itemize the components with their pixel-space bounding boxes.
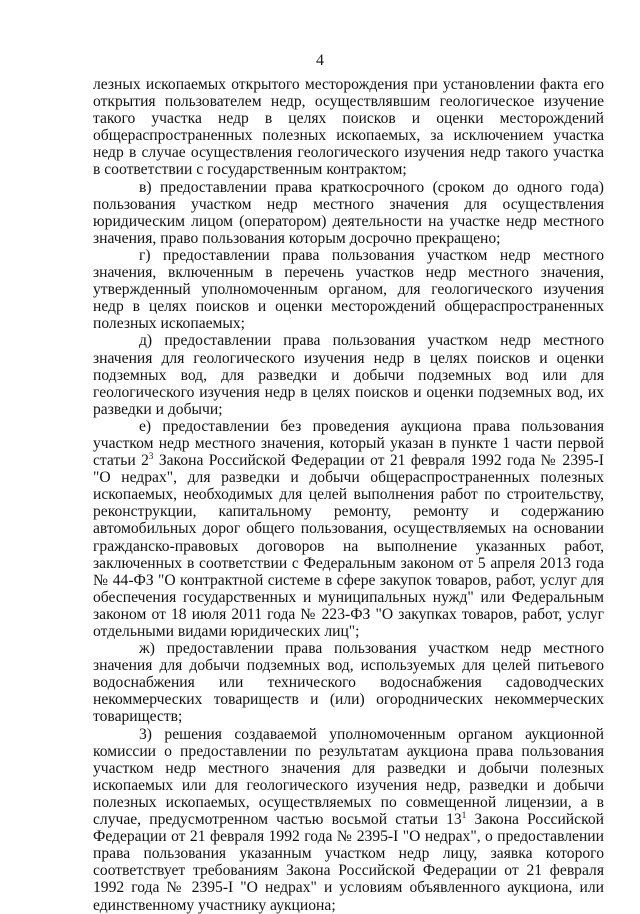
paragraph-text-before: е) предоставлении без проведения аукциона права пользования участком недр местного значения, который указан в пункте 1 части первой статьи 2 (93, 417, 604, 470)
superscript: 1 (461, 810, 467, 821)
document-body (93, 76, 604, 914)
paragraph-text: г) предоставлении права пользования участком недр местного значения, включенным в перечень участков недр местного значения, утвержденный уполномоченным органом, для геологического изучения недр в целях поисков и оценки месторождений общераспространенных полезных ископаемых; (93, 246, 604, 333)
paragraph-item-d (93, 332, 604, 417)
paragraph-text: лезных ископаемых открытого месторождения при установлении факта его открытия пользователем недр, осуществлявшим геологическое изучение такого участка недр в целях поисков и оценки месторождений общераспространенных полезных ископаемых, за исключением участка недр в случае осуществления геологического изучения недр такого участка в соответствии с государственным контрактом; (93, 76, 604, 179)
paragraph-item-3 (93, 726, 604, 914)
page-number: 4 (316, 52, 324, 69)
paragraph-item-zh (93, 640, 604, 725)
paragraph-text-after: Закона Российской Федерации от 21 февраля 1992 года № 2395-I "О недрах", о предоставлении права пользования указанным участком недр лицу, заявка которого соответствует требованиям Закона Российской Федерации от 21 февраля 1992 года № 2395-I "О недрах" и условиям объявленного аукциона, или единственному участнику аукциона; (93, 811, 604, 914)
paragraph-text-before: 3) решения создаваемой уполномоченным органом аукционной комиссии о предоставлении по результатам аукциона права пользования участком недр местного значения для разведки и добычи полезных ископаемых или для геологического изучения недр, разведки и добычи полезных ископаемых, осуществляемых по совмещенной лицензии, а в случае, предусмотренном частью восьмой статьи 13 (93, 725, 604, 829)
paragraph-text: ж) предоставлении права пользования участком недр местного значения для добычи подземных вод, используемых для целей питьевого водоснабжения или технического водоснабжения садоводческих некоммерческих товариществ и (или) огороднических некоммерческих товариществ; (93, 640, 604, 726)
paragraph-item-v (93, 179, 604, 247)
paragraph-continuation (93, 76, 604, 179)
paragraph-text: в) предоставлении права краткосрочного (сроком до одного года) пользования участком недр местного значения для осуществления юридическим лицом (оператором) деятельности на участке недр местного значения, право пользования которым досрочно прекращено; (93, 178, 604, 247)
paragraph-text: д) предоставлении права пользования участком недр местного значения для геологического изучения недр в целях поисков и оценки подземных вод, для разведки и добычи подземных вод или для геологического изучения недр в целях поисков и оценки подземных вод, их разведки и добычи; (93, 332, 604, 418)
paragraph-item-e (93, 418, 604, 640)
paragraph-text-after: Закона Российской Федерации от 21 февраля 1992 года № 2395-I "О недрах", для разведки и добычи общераспространенных полезных ископаемых, необходимых для целей выполнения работ по строительству, реконструкции, капитальному ремонту, ремонту и содержанию автомобильных дорог общего пользования, осуществляемых на основании гражданско-правовых договоров на выполнение указанных работ, заключенных в соответствии с Федеральным законом от 5 апреля 2013 года № 44-ФЗ "О контрактной системе в сфере закупок товаров, работ, услуг для обеспечения государственных и муниципальных нужд" или Федеральным законом от 18 июля 2011 года № 223-ФЗ "О закупках товаров, работ, услуг отдельными видами юридических лиц"; (93, 452, 604, 640)
paragraph-item-g (93, 247, 604, 332)
superscript: 3 (148, 451, 154, 462)
